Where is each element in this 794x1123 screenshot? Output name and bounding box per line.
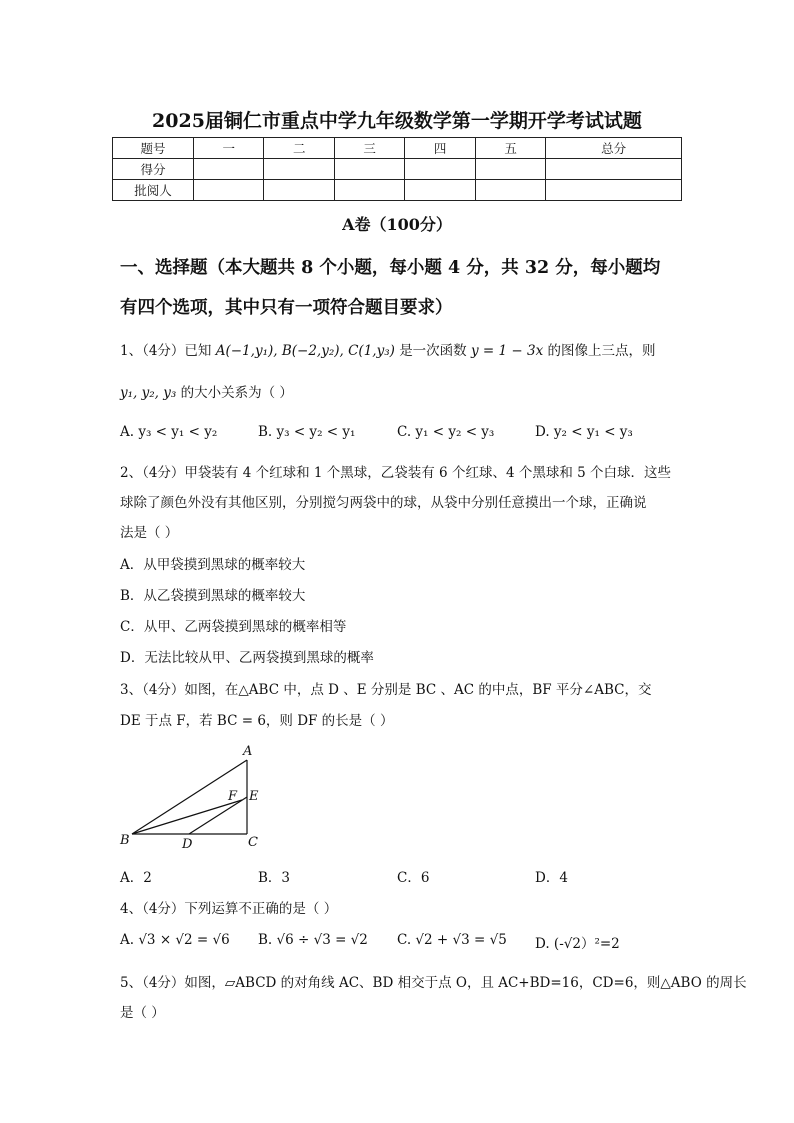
q1-option-b[interactable]: B. y₃ < y₂ < y₁: [258, 424, 356, 440]
triangle-figure: [112, 740, 282, 855]
question-2-line2: 球除了颜色外没有其他区别，分别搅匀两袋中的球，从袋中分别任意摸出一个球，正确说: [120, 495, 647, 511]
section-a-heading: A卷（100分）: [342, 215, 452, 234]
q4-option-d[interactable]: D. (-√2）²=2: [535, 936, 620, 952]
score-table: [112, 137, 682, 201]
table-row: [113, 159, 682, 180]
label-e: E: [249, 789, 259, 804]
q3-option-b[interactable]: B．3: [258, 870, 291, 886]
question-1-line1: 1、（4分）已知 A(−1,y₁), B(−2,y₂), C(1,y₃) 是一次函数 y = 1 − 3x 的图像上三点，则: [120, 343, 656, 359]
segment-bf: [132, 800, 242, 834]
table-cell: [475, 159, 545, 180]
table-cell: [334, 159, 404, 180]
table-cell: 四: [405, 138, 475, 159]
table-row: [113, 180, 682, 201]
table-cell: 总分: [546, 138, 682, 159]
table-cell: [405, 159, 475, 180]
q1-vars: y₁, y₂, y₃: [120, 385, 177, 401]
label-b: B: [120, 833, 130, 848]
part1-heading-line1: 一、选择题（本大题共 8 个小题，每小题 4 分，共 32 分，每小题均: [120, 258, 661, 278]
question-2-line3: 法是（ ）: [120, 525, 179, 541]
table-cell: [264, 180, 334, 201]
question-3-line2: DE 于点 F，若 BC = 6，则 DF 的长是（ ）: [120, 713, 394, 729]
exam-title: 2025届铜仁市重点中学九年级数学第一学期开学考试试题: [152, 110, 642, 132]
q4-option-a[interactable]: A. √3 × √2 = √6: [120, 932, 230, 948]
q2-option-a[interactable]: A．从甲袋摸到黑球的概率较大: [120, 557, 306, 573]
label-c: C: [248, 835, 258, 850]
q2-option-c[interactable]: C．从甲、乙两袋摸到黑球的概率相等: [120, 619, 347, 635]
label-f: F: [228, 789, 238, 804]
question-4-line1: 4、（4分）下列运算不正确的是（ ）: [120, 901, 338, 917]
q4-option-c[interactable]: C. √2 + √3 = √5: [397, 932, 507, 948]
question-5-line2: 是（ ）: [120, 1005, 165, 1021]
q3-option-c[interactable]: C．6: [397, 870, 430, 886]
label-d: D: [182, 837, 193, 852]
table-cell: [194, 180, 264, 201]
table-cell: [546, 159, 682, 180]
question-3-line1: 3、（4分）如图，在△ABC 中，点 D 、E 分别是 BC 、AC 的中点，BF 平分∠ABC，交: [120, 682, 652, 698]
table-cell: 二: [264, 138, 334, 159]
q1-option-a[interactable]: A. y₃ < y₁ < y₂: [120, 424, 218, 440]
table-cell: 一: [194, 138, 264, 159]
table-cell: 题号: [113, 138, 194, 159]
table-cell: [334, 180, 404, 201]
segment-de: [189, 797, 247, 834]
table-cell: [546, 180, 682, 201]
table-cell: 得分: [113, 159, 194, 180]
table-cell: [475, 180, 545, 201]
table-cell: 三: [334, 138, 404, 159]
q1-option-c[interactable]: C. y₁ < y₂ < y₃: [397, 424, 495, 440]
table-cell: [264, 159, 334, 180]
q2-option-b[interactable]: B．从乙袋摸到黑球的概率较大: [120, 588, 306, 604]
q3-option-d[interactable]: D．4: [535, 870, 568, 886]
q1-option-d[interactable]: D. y₂ < y₁ < y₃: [535, 424, 633, 440]
label-a: A: [243, 744, 253, 759]
q2-option-d[interactable]: D．无法比较从甲、乙两袋摸到黑球的概率: [120, 650, 374, 666]
score-table-header-row: [113, 138, 682, 159]
question-1-line2: y₁, y₂, y₃ 的大小关系为（ ）: [120, 385, 293, 401]
question-2-line1: 2、（4分）甲袋装有 4 个红球和 1 个黑球，乙袋装有 6 个红球、4 个黑球和 5 个白球．这些: [120, 465, 671, 481]
question-5-line1: 5、（4分）如图，▱ABCD 的对角线 AC、BD 相交于点 O，且 AC+BD=16，CD=6，则△ABO 的周长: [120, 975, 747, 991]
q4-option-b[interactable]: B. √6 ÷ √3 = √2: [258, 932, 368, 948]
table-cell: [405, 180, 475, 201]
q3-option-a[interactable]: A．2: [120, 870, 152, 886]
q1-function: y = 1 − 3x: [470, 343, 544, 359]
part1-heading-line2: 有四个选项，其中只有一项符合题目要求）: [120, 298, 453, 318]
q1-points: A(−1,y₁), B(−2,y₂), C(1,y₃): [215, 343, 395, 359]
table-cell: 批阅人: [113, 180, 194, 201]
table-cell: [194, 159, 264, 180]
table-cell: 五: [475, 138, 545, 159]
